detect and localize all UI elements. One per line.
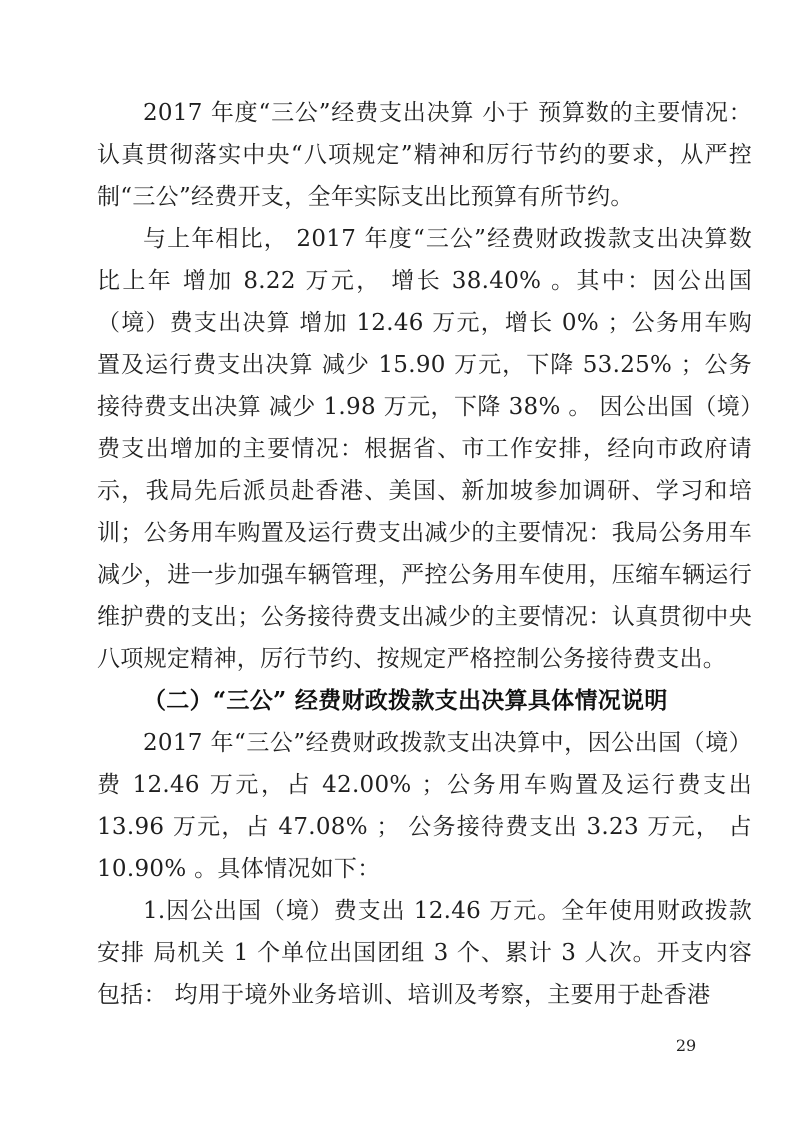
section-heading-three-public-funds-detail: （二）“三公” 经费财政拨款支出决算具体情况说明 xyxy=(143,687,668,714)
paragraph-overseas-trip-detail: 1.因公出国（境）费支出 12.46 万元。全年使用财政拨款安排 局机关 1 个单位出国团组 3 个、累计 3 人次。开支内容包括： 均用于境外业务培训、培训及考察，主要用于赴香港 xyxy=(97,898,752,1008)
document-body xyxy=(97,92,752,1016)
paragraph-budget-vs-actual-summary: 2017 年度“三公”经费支出决算 小于 预算数的主要情况：认真贯彻落实中央“八项规定”精神和厉行节约的要求，从严控制“三公”经费开支，全年实际支出比预算有所节约。 xyxy=(97,100,752,210)
paragraph-yoy-comparison: 与上年相比， 2017 年度“三公”经费财政拨款支出决算数比上年 增加 8.22 万元， 增长 38.40% 。其中：因公出国（境）费支出决算 增加 12.46 万元，增长 0% ；公务用车购置及运行费支出决算 减少 15.90 万元，下降 53.25% ；公务接待费支出决算 减少 1.98 万元，下降 38% 。 因公出国（境）费支出增加的主要情况：根据省、市工作安排，经向市政府请示，我局先后派员赴香港、美国、新加坡参加调研、学习和培训；公务用车购置及运行费支出减少的主要情况：我局公务用车减少，进一步加强车辆管理，严控公务用车使用，压缩车辆运行维护费的支出；公务接待费支出减少的主要情况：认真贯彻中央八项规定精神，厉行节约、按规定严格控制公务接待费支出。 xyxy=(97,226,752,672)
page-number: 29 xyxy=(675,1036,697,1055)
paragraph-expense-breakdown: 2017 年“三公”经费财政拨款支出决算中，因公出国（境）费 12.46 万元，占 42.00% ；公务用车购置及运行费支出 13.96 万元，占 47.08% ； 公务接待费支出 3.23 万元， 占 10.90% 。具体情况如下： xyxy=(97,730,752,882)
